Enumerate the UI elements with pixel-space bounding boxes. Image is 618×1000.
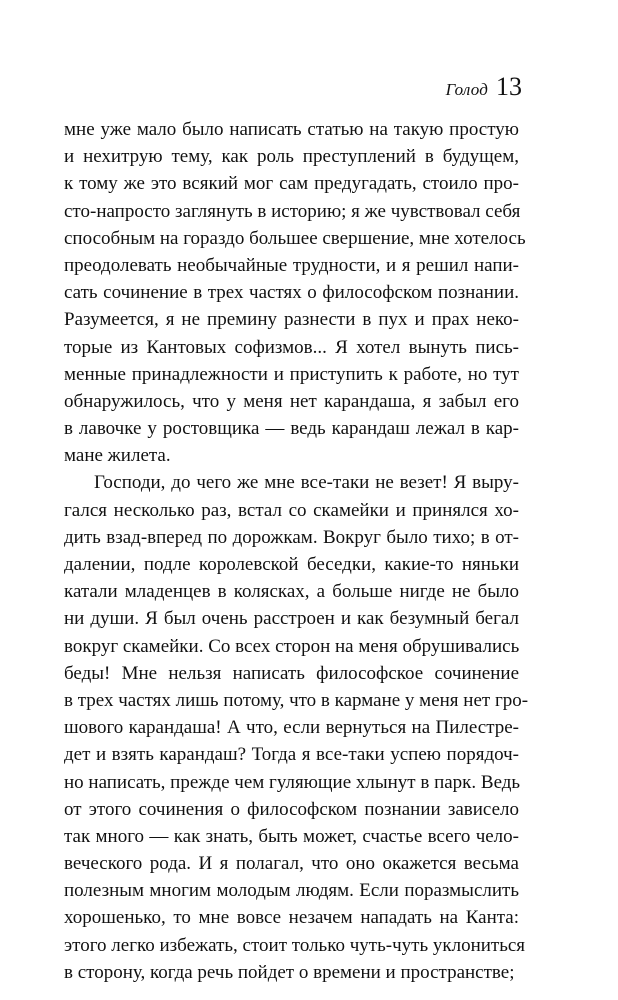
paragraph [64,116,526,469]
text-line: мне уже мало было написать статью на такую простую [64,119,519,140]
text-line: ни души. Я был очень расстроен и как безумный бегал [64,608,519,630]
text-line: но написать, прежде чем гуляющие хлынут в парк. Ведь [64,771,521,793]
text-line: гался несколько раз, встал со скамейки и принялся хо- [64,499,519,521]
text-line: Разумеется, я не премину разнести в пух и прах неко- [64,309,519,331]
text-line: торые из Кантовых софизмов... Я хотел вынуть пись- [64,336,519,358]
text-line: обнаружилось, что у меня нет карандаша, я забыл его [64,390,519,412]
body-text [64,116,529,986]
running-title: Голод [445,80,488,99]
text-line: дет и взять карандаш? Тогда я все-таки успею порядоч- [64,744,519,766]
text-line: к тому же это всякий мог сам предугадать, стоило про- [64,173,519,195]
text-line: вокруг скамейки. Со всех сторон на меня обрушивались [64,635,520,657]
text-line: беды! Мне нельзя написать философское сочинение [64,662,519,684]
text-line: так много — как знать, быть может, счастье всего чело- [64,825,519,847]
text-line: сто-напросто заглянуть в историю; я же чувствовал себя [64,200,521,222]
text-line: в лавочке у ростовщика — ведь карандаш лежал в кар- [64,418,519,440]
text-line: этого легко избежать, стоит только чуть-чуть уклониться [64,934,526,956]
text-line: катали младенцев в колясках, а больше нигде не было [64,581,519,603]
text-line: далении, подле королевской беседки, какие-то няньки [64,554,519,575]
text-line: преодолевать необычайные трудности, и я решил напи- [64,254,519,276]
text-line: от этого сочинения о философском познании зависело [64,798,519,820]
text-line: дить взад-вперед по дорожкам. Вокруг было тихо; в от- [64,526,519,548]
text-line: веческого рода. И я полагал, что оно окажется весьма [64,853,519,875]
text-line: полезным многим молодым людям. Если поразмыслить [64,880,519,902]
page-number: 13 [496,72,522,101]
text-line: хорошенько, то мне вовсе незачем нападать на Канта: [64,907,519,929]
text-line: способным на гораздо большее свершение, мне хотелось [64,227,526,249]
text-line: в сторону, когда речь пойдет о времени и пространстве; [64,961,515,983]
text-line: Господи, до чего же мне все-таки не везет! Я выру- [94,472,519,494]
text-line: шового карандаша! А что, если вернуться на Пилестре- [64,717,519,739]
paragraph [64,469,529,986]
text-line: менные принадлежности и приступить к работе, но тут [64,363,519,385]
text-line: сать сочинение в трех частях о философском познании. [64,282,519,304]
text-line: и нехитрую тему, как роль преступлений в будущем, [64,146,519,168]
text-line: мане жилета. [64,445,171,467]
text-line: в трех частях лишь потому, что в кармане у меня нет гро- [64,689,529,711]
running-head [446,74,522,100]
